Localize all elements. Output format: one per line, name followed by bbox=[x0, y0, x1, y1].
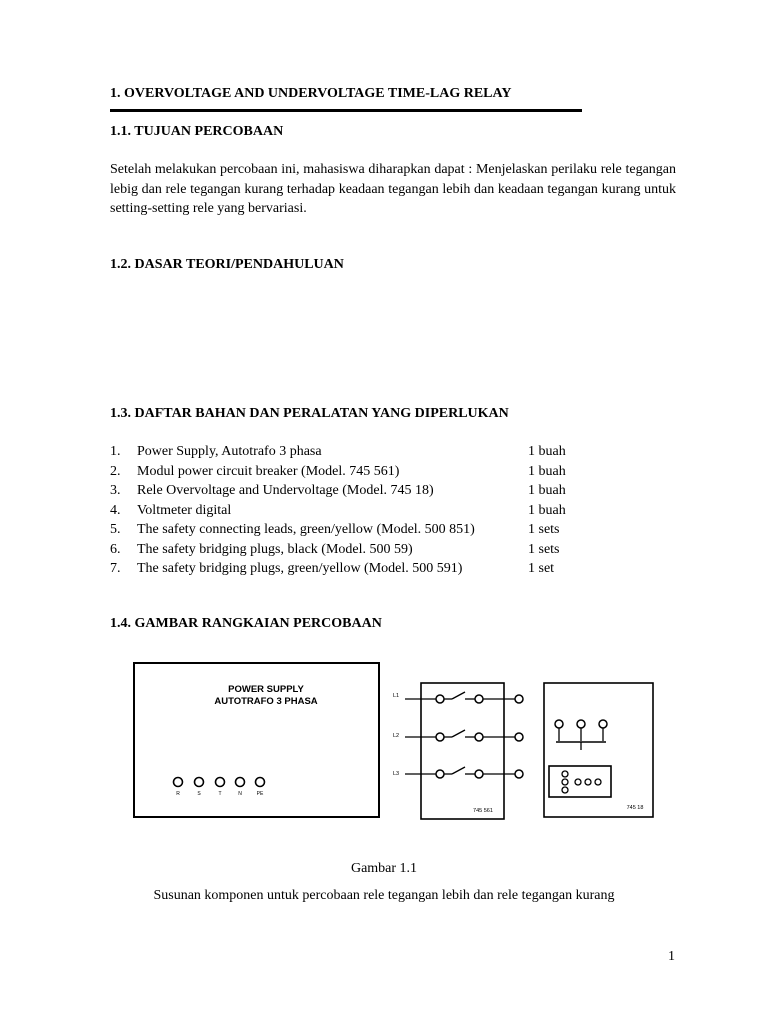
list-item-text: Rele Overvoltage and Undervoltage (Model. 745 18) bbox=[137, 483, 434, 498]
list-item-quantity: 1 set bbox=[528, 561, 555, 576]
line-label-l3: L3 bbox=[393, 771, 400, 777]
terminal-label: T bbox=[218, 791, 222, 797]
section-heading-tujuan: 1.1. TUJUAN PERCOBAAN bbox=[110, 124, 284, 139]
relay-contact-icon bbox=[585, 779, 591, 785]
list-item-quantity: 1 sets bbox=[528, 522, 560, 537]
breaker-module bbox=[393, 683, 523, 819]
list-item-number: 5. bbox=[110, 522, 121, 537]
list-item-text: Power Supply, Autotrafo 3 phasa bbox=[137, 444, 322, 459]
line-label-l1: L1 bbox=[393, 693, 400, 699]
list-item-text: The safety bridging plugs, green/yellow (Model. 500 591) bbox=[137, 561, 463, 576]
list-item-text: The safety connecting leads, green/yellow (Model. 500 851) bbox=[137, 522, 475, 537]
page-number: 1 bbox=[668, 949, 675, 964]
power-supply-title: POWER SUPPLY bbox=[228, 684, 304, 695]
terminal-t-icon bbox=[216, 778, 225, 787]
terminal-label: N bbox=[238, 791, 242, 797]
list-item-number: 3. bbox=[110, 483, 121, 498]
relay-contact-panel bbox=[549, 766, 611, 797]
terminal-icon bbox=[515, 695, 523, 703]
terminal-label: S bbox=[197, 791, 201, 797]
list-item-quantity: 1 buah bbox=[528, 444, 566, 459]
section-body-tujuan: Setelah melakukan percobaan ini, mahasiswa diharapkan dapat : Menjelaskan perilaku rele tegangan lebig dan rele tegangan kurang terhadap keadaan tegangan lebih dan keadaan tegangan kurang untuk setting-setting rele yang bervariasi. bbox=[110, 162, 676, 216]
relay-contact-icon bbox=[562, 787, 568, 793]
terminal-icon bbox=[475, 770, 483, 778]
line-label-l2: L2 bbox=[393, 733, 400, 739]
list-item-quantity: 1 sets bbox=[528, 541, 560, 557]
list-item-quantity: 1 buah bbox=[528, 463, 566, 479]
breaker-box bbox=[421, 683, 504, 819]
terminal-pe-icon bbox=[256, 778, 265, 787]
list-item-text: Modul power circuit breaker (Model. 745 561) bbox=[137, 463, 400, 479]
section-heading-dasar-teori: 1.2. DASAR TEORI/PENDAHULUAN bbox=[110, 257, 344, 272]
switch-contact-icon bbox=[452, 692, 465, 699]
terminal-icon bbox=[515, 770, 523, 778]
terminal-icon bbox=[436, 770, 444, 778]
list-item-text: The safety bridging plugs, black (Model. 500 59) bbox=[137, 541, 413, 557]
relay-input-terminal-icon bbox=[577, 720, 585, 728]
relay-contact-icon bbox=[575, 779, 581, 785]
relay-contact-icon bbox=[595, 779, 601, 785]
section-heading-daftar-bahan: 1.3. DAFTAR BAHAN DAN PERALATAN YANG DIPERLUKAN bbox=[110, 406, 509, 421]
terminal-icon bbox=[515, 733, 523, 741]
relay-model-label: 745 18 bbox=[626, 805, 644, 811]
list-item-number: 4. bbox=[110, 502, 121, 518]
terminal-icon bbox=[475, 733, 483, 741]
list-item-text: Voltmeter digital bbox=[137, 502, 232, 518]
terminal-label: PE bbox=[256, 791, 264, 797]
breaker-model-label: 745 561 bbox=[473, 808, 493, 814]
list-item-number: 7. bbox=[110, 561, 121, 576]
terminal-icon bbox=[436, 733, 444, 741]
terminal-n-icon bbox=[236, 778, 245, 787]
power-supply-terminals bbox=[174, 778, 265, 798]
list-item-number: 2. bbox=[110, 463, 121, 479]
relay-input-terminal-icon bbox=[599, 720, 607, 728]
figure-caption-title: Gambar 1.1 bbox=[350, 861, 418, 876]
power-supply-subtitle: AUTOTRAFO 3 PHASA bbox=[214, 696, 318, 707]
terminal-s-icon bbox=[195, 778, 204, 787]
list-item-number: 6. bbox=[110, 541, 121, 557]
document-title: 1. OVERVOLTAGE AND UNDERVOLTAGE TIME-LAG RELAY bbox=[110, 86, 512, 101]
terminal-r-icon bbox=[174, 778, 183, 787]
section-heading-gambar-rangkaian: 1.4. GAMBAR RANGKAIAN PERCOBAAN bbox=[110, 616, 382, 631]
relay-contact-icon bbox=[562, 779, 568, 785]
relay-module bbox=[544, 683, 653, 817]
terminal-icon bbox=[436, 695, 444, 703]
list-item-quantity: 1 buah bbox=[528, 502, 566, 518]
list-item-quantity: 1 buah bbox=[528, 483, 566, 498]
switch-contact-icon bbox=[452, 730, 465, 737]
figure-caption-text: Susunan komponen untuk percobaan rele tegangan lebih dan rele tegangan kurang bbox=[153, 888, 615, 903]
terminal-icon bbox=[475, 695, 483, 703]
list-item-number: 1. bbox=[110, 444, 121, 459]
relay-contact-icon bbox=[562, 771, 568, 777]
relay-input-terminal-icon bbox=[555, 720, 563, 728]
terminal-label: R bbox=[176, 791, 180, 797]
switch-contact-icon bbox=[452, 767, 465, 774]
